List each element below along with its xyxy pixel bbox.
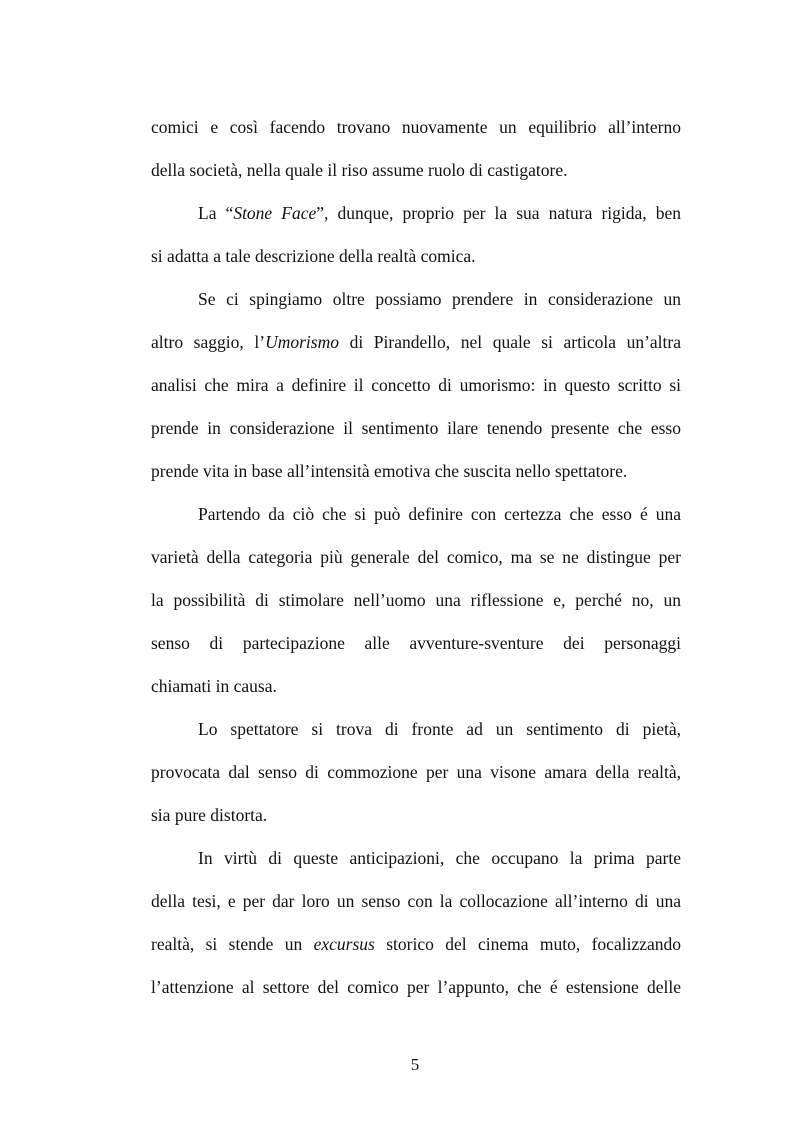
text-line — [151, 321, 681, 364]
text-line: prende vita in base all’intensità emotiva che suscita nello spettatore. — [151, 461, 628, 481]
text-line: Se ci spingiamo oltre possiamo prendere in considerazione un — [198, 289, 681, 309]
text-line: la possibilità di stimolare nell’uomo una riflessione e, perché no, un — [151, 590, 681, 610]
italic-title: Umorismo — [265, 332, 339, 352]
text-line: Partendo da ciò che si può definire con certezza che esso é una — [198, 504, 681, 524]
text-run: di Pirandello, nel quale si articola un’altra — [338, 332, 682, 352]
text-line: provocata dal senso di commozione per una visone amara della realtà, — [151, 762, 681, 782]
text-run: La “ — [198, 203, 234, 223]
text-line: chiamati in causa. — [151, 676, 277, 696]
document-body — [151, 106, 681, 1009]
text-line — [151, 192, 681, 235]
page-number: 5 — [410, 1055, 420, 1074]
text-line: sia pure distorta. — [151, 805, 268, 825]
text-run: realtà, si stende un — [151, 934, 314, 954]
text-line: In virtù di queste anticipazioni, che occupano la prima parte — [198, 848, 681, 868]
text-line: l’attenzione al settore del comico per l’appunto, che é estensione delle — [151, 977, 681, 997]
text-line: della società, nella quale il riso assume ruolo di castigatore. — [151, 160, 568, 180]
text-line — [151, 923, 681, 966]
text-line: della tesi, e per dar loro un senso con la collocazione all’interno di una — [151, 891, 681, 911]
text-line: si adatta a tale descrizione della realtà comica. — [151, 246, 476, 266]
text-line: comici e così facendo trovano nuovamente un equilibrio all’interno — [151, 117, 681, 137]
text-line: varietà della categoria più generale del comico, ma se ne distingue per — [151, 547, 681, 567]
italic-term: excursus — [313, 934, 375, 954]
text-line: Lo spettatore si trova di fronte ad un sentimento di pietà, — [198, 719, 681, 739]
text-line: senso di partecipazione alle avventure-sventure dei personaggi — [151, 633, 681, 653]
text-run: altro saggio, l’ — [151, 332, 266, 352]
text-run: ”, dunque, proprio per la sua natura rigida, ben — [316, 203, 681, 223]
text-line: prende in considerazione il sentimento ilare tenendo presente che esso — [151, 418, 681, 438]
text-run: storico del cinema muto, focalizzando — [374, 934, 681, 954]
italic-title: Stone Face — [233, 203, 317, 223]
text-line: analisi che mira a definire il concetto di umorismo: in questo scritto si — [151, 375, 681, 395]
